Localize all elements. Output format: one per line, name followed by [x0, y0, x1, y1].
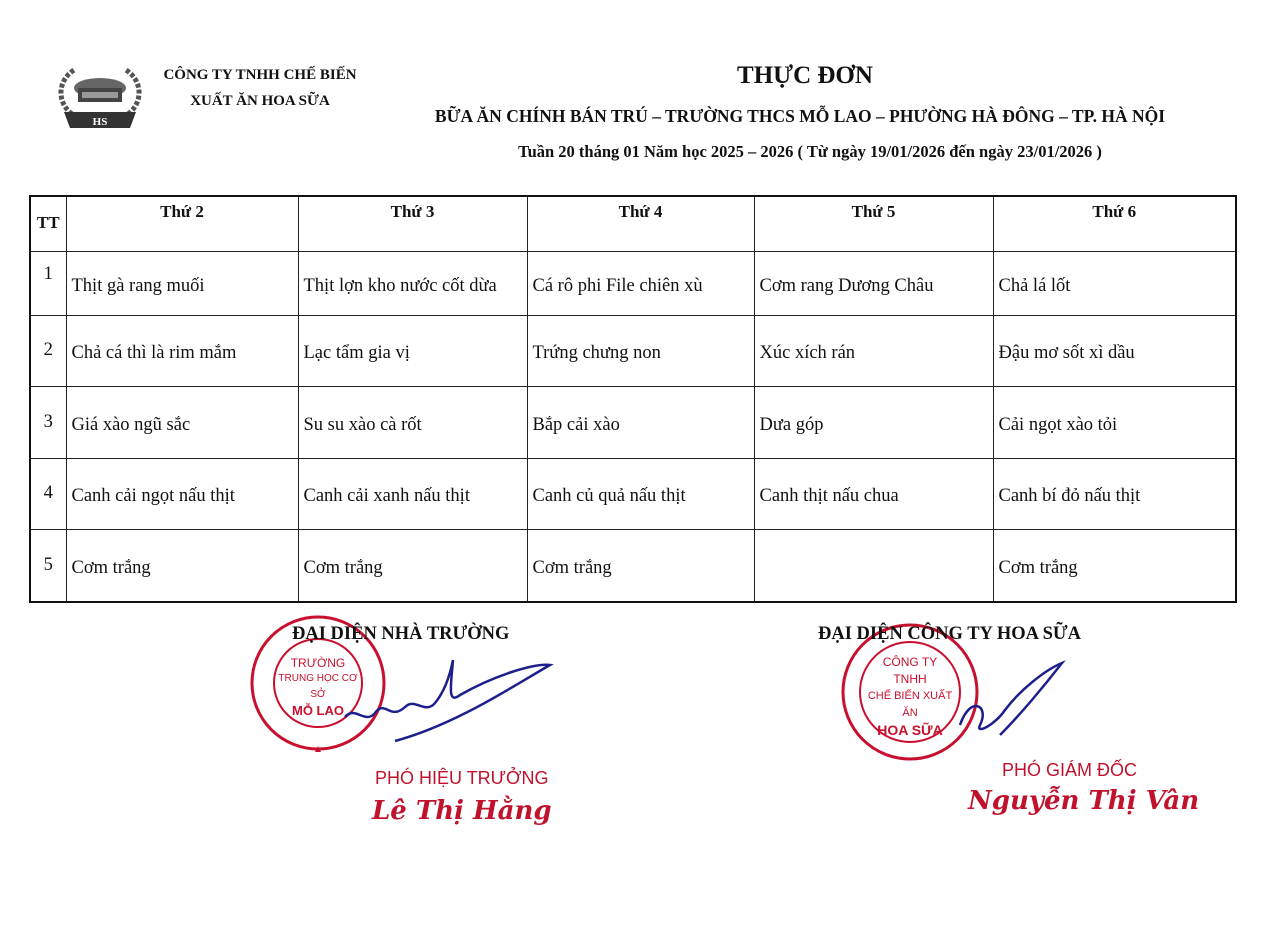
- table-cell: Trứng chưng non: [527, 315, 754, 386]
- table-cell: Bắp cải xào: [527, 386, 754, 458]
- company-stamp-line3: CHẾ BIẾN XUẤT ĂN: [867, 690, 953, 719]
- company-stamp-line2: TNHH: [893, 672, 927, 686]
- company-name-line2: XUẤT ĂN HOA SỮA: [190, 93, 330, 109]
- school-stamp-line1: TRƯỜNG: [290, 656, 346, 670]
- school-signer-name: Lê Thị Hằng: [372, 796, 552, 826]
- table-cell: Cơm trắng: [66, 529, 298, 602]
- header-thu-6: Thứ 6: [993, 196, 1236, 251]
- table-row: [30, 458, 1236, 529]
- header-thu-5: Thứ 5: [754, 196, 993, 251]
- table-cell: Canh cải ngọt nấu thịt: [66, 458, 298, 529]
- page-title: THỰC ĐƠN: [737, 62, 873, 89]
- table-cell: Canh cải xanh nấu thịt: [298, 458, 527, 529]
- row-number: 5: [30, 529, 66, 602]
- table-cell: Cơm trắng: [993, 529, 1236, 602]
- company-stamp-line4: HOA SỮA: [877, 722, 943, 738]
- table-cell: Cơm trắng: [527, 529, 754, 602]
- table-cell: [754, 529, 993, 602]
- table-cell: Cải ngọt xào tỏi: [993, 386, 1236, 458]
- table-row: [30, 386, 1236, 458]
- table-cell: Xúc xích rán: [754, 315, 993, 386]
- table-cell: Canh thịt nấu chua: [754, 458, 993, 529]
- company-signature-heading: ĐẠI DIỆN CÔNG TY HOA SỮA: [818, 624, 1081, 644]
- row-number: 1: [30, 251, 66, 315]
- table-cell: Su su xào cà rốt: [298, 386, 527, 458]
- table-row: [30, 529, 1236, 602]
- page-subtitle: BỮA ĂN CHÍNH BÁN TRÚ – TRƯỜNG THCS MỖ LAO – PHƯỜNG HÀ ĐÔNG – TP. HÀ NỘI: [434, 106, 1166, 126]
- company-signature-scribble: [950, 655, 1070, 745]
- table-cell: Chả cá thì là rim mắm: [66, 315, 298, 386]
- header-thu-2: Thứ 2: [66, 196, 298, 251]
- table-cell: Cơm trắng: [298, 529, 527, 602]
- table-cell: Cơm rang Dương Châu: [754, 251, 993, 315]
- company-name-line1: CÔNG TY TNHH CHẾ BIẾN: [163, 67, 357, 83]
- header-tt: TT: [30, 196, 66, 251]
- header-thu-4: Thứ 4: [527, 196, 754, 251]
- row-number: 2: [30, 315, 66, 386]
- company-signer-title: PHÓ GIÁM ĐỐC: [1002, 760, 1138, 780]
- company-stamp-text: [860, 654, 960, 739]
- table-cell: Lạc tẩm gia vị: [298, 315, 527, 386]
- school-signer-title: PHÓ HIỆU TRƯỞNG: [375, 768, 549, 788]
- row-number: 3: [30, 386, 66, 458]
- school-signature-scribble: [335, 655, 565, 745]
- company-name: [150, 62, 370, 114]
- row-number: 4: [30, 458, 66, 529]
- school-signature-heading: ĐẠI DIỆN NHÀ TRƯỜNG: [292, 624, 510, 644]
- table-cell: Dưa góp: [754, 386, 993, 458]
- header-thu-3: Thứ 3: [298, 196, 527, 251]
- table-cell: Thịt lợn kho nước cốt dừa: [298, 251, 527, 315]
- table-cell: Thịt gà rang muối: [66, 251, 298, 315]
- school-stamp-line3: MỖ LAO: [292, 703, 344, 718]
- company-logo: [52, 62, 148, 134]
- table-cell: Chả lá lốt: [993, 251, 1236, 315]
- menu-table: [29, 195, 1237, 603]
- table-row: [30, 315, 1236, 386]
- table-row: [30, 251, 1236, 315]
- table-cell: Đậu mơ sốt xì dầu: [993, 315, 1236, 386]
- table-cell: Canh củ quả nấu thịt: [527, 458, 754, 529]
- table-cell: Giá xào ngũ sắc: [66, 386, 298, 458]
- table-cell: Canh bí đỏ nấu thịt: [993, 458, 1236, 529]
- school-stamp-line2: TRUNG HỌC CƠ SỞ: [278, 673, 358, 700]
- logo-text: HS: [92, 116, 108, 128]
- table-cell: Cá rô phi File chiên xù: [527, 251, 754, 315]
- company-stamp-line1: CÔNG TY: [882, 655, 938, 669]
- company-signer-name: Nguyễn Thị Vân: [968, 786, 1200, 816]
- week-line: Tuần 20 tháng 01 Năm học 2025 – 2026 ( Từ ngày 19/01/2026 đến ngày 23/01/2026 ): [518, 142, 1102, 161]
- table-header-row: [30, 196, 1236, 251]
